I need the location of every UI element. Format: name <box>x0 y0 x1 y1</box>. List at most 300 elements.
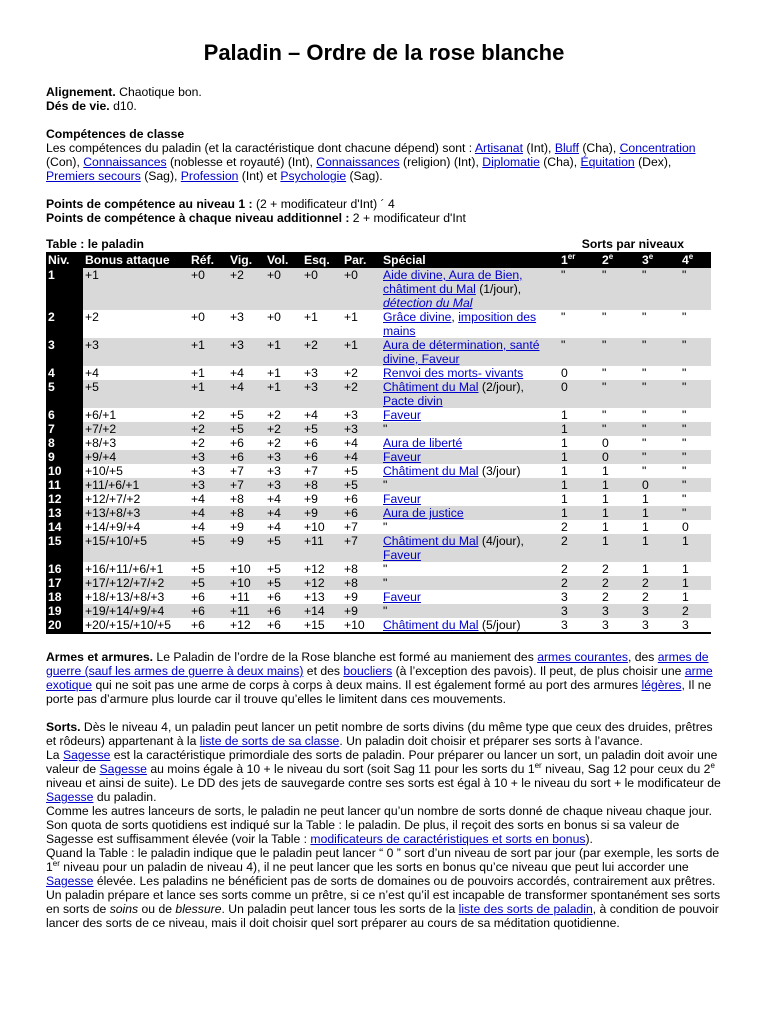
ref-cell: +5 <box>189 576 228 590</box>
spells-link[interactable]: Sagesse <box>62 748 111 762</box>
esq-cell: +9 <box>302 506 342 520</box>
vol-cell: +3 <box>265 478 302 492</box>
level-cell: 5 <box>46 380 83 408</box>
spell-3-cell: " <box>642 310 647 324</box>
special-link[interactable]: Châtiment du Mal <box>383 464 479 478</box>
ref-cell: +6 <box>191 590 205 604</box>
spell-3-cell: 1 <box>642 492 649 506</box>
skill-link[interactable]: Équitation <box>580 155 635 169</box>
header-par: Par. <box>342 252 381 268</box>
special-link[interactable]: Aura de justice <box>383 506 464 520</box>
special-link[interactable]: Pacte divin <box>383 394 443 408</box>
ref-cell: +6 <box>189 618 228 633</box>
vol-cell: +2 <box>267 408 281 422</box>
spells-superscript: e <box>710 760 715 770</box>
vig-cell: +8 <box>228 506 265 520</box>
ref-cell: +1 <box>189 338 228 366</box>
par-cell: +5 <box>342 478 381 492</box>
spells-text: . Un paladin peut lancer tous les sorts de la <box>221 902 459 916</box>
ref-cell: +3 <box>191 464 205 478</box>
vol-cell: +3 <box>267 464 281 478</box>
spell-4-cell: " <box>682 464 687 478</box>
skill-points-additional-label: Points de compétence à chaque niveau additionnel : <box>46 211 350 225</box>
header-spell-3: 3e <box>640 252 680 268</box>
special-cell <box>381 464 559 478</box>
spell-2-cell: 0 <box>600 450 640 464</box>
spell-2-cell: 1 <box>600 506 640 520</box>
special-link[interactable]: Aura de liberté <box>383 436 463 450</box>
header-niv: Niv. <box>46 252 83 268</box>
spell-3-cell: 1 <box>642 520 649 534</box>
spell-4-cell: " <box>682 366 687 380</box>
esq-cell: +10 <box>304 520 325 534</box>
vol-cell: +3 <box>265 450 302 464</box>
attack-cell: +10/+5 <box>85 464 123 478</box>
armor-link[interactable]: armes de guerre (sauf les armes de guerre à deux mains) <box>46 650 709 678</box>
spell-1-cell: 2 <box>559 534 600 562</box>
header-spell-3-sup: e <box>648 251 654 261</box>
special-link[interactable]: Faveur <box>383 548 421 562</box>
table-header-row <box>46 252 711 268</box>
ref-cell: +5 <box>189 534 228 562</box>
esq-cell: +5 <box>302 422 342 436</box>
level-cell: 4 <box>46 366 83 380</box>
spells-link[interactable]: liste des sorts de paladin <box>458 902 593 916</box>
vig-cell: +8 <box>230 492 244 506</box>
level-cell: 2 <box>46 310 83 338</box>
spell-2-cell: 2 <box>602 562 609 576</box>
skill-points-level1-value: (2 + modificateur d'Int) ´ 4 <box>252 197 395 211</box>
table-row <box>46 436 711 450</box>
special-link[interactable]: Grâce divine <box>383 310 452 324</box>
vig-cell: +7 <box>228 478 265 492</box>
header-spell-2: 2e <box>600 252 640 268</box>
vol-cell: +1 <box>267 366 281 380</box>
attack-cell: +7/+2 <box>83 422 189 436</box>
par-cell: +0 <box>342 268 381 310</box>
attack-cell: +11/+6/+1 <box>83 478 189 492</box>
special-link[interactable]: Châtiment du Mal <box>383 534 479 548</box>
level-cell: 8 <box>46 436 83 450</box>
par-cell: +6 <box>342 506 381 520</box>
spell-4-cell: 2 <box>680 604 711 618</box>
level-cell: 10 <box>46 464 83 478</box>
table-row <box>46 520 711 534</box>
attack-cell: +2 <box>85 310 99 324</box>
spell-3-cell: " <box>640 422 680 436</box>
armor-text: , Il ne porte pas d’armure plus lourde car il trouve qu’elles le limitent dans ces mouvements. <box>46 678 712 706</box>
spells-text: Comme les autres lanceurs de sorts, le paladin ne peut lancer qu’un nombre de sorts donné de chaque niveau chaque jour. Son quota de sorts quotidiens est indiqué sur la Table : le paladin. De plus, il reçoit des sorts en bonus si sa valeur de Sagesse est suffisamment élevée (voir la Table : <box>46 804 712 846</box>
special-link[interactable]: imposition des mains <box>383 310 537 338</box>
esq-cell: +15 <box>302 618 342 633</box>
spells-text: niveau pour un paladin de niveau 4), il ne peut lancer que les sorts en bonus qu’ce niveau que peut lui accorder une <box>59 860 689 874</box>
vig-cell: +9 <box>228 534 265 562</box>
vig-cell: +2 <box>228 268 265 310</box>
table-row <box>46 534 711 562</box>
skill-link[interactable]: Profession <box>180 169 239 183</box>
vol-cell: +4 <box>267 492 281 506</box>
level-cell: 13 <box>46 506 83 520</box>
armor-link[interactable]: armes courantes <box>537 650 628 664</box>
special-link[interactable]: Faveur <box>383 590 421 604</box>
spell-3-cell: " <box>642 408 647 422</box>
vig-cell: +3 <box>230 310 244 324</box>
spell-3-cell: " <box>640 450 680 464</box>
alignment-line <box>46 85 722 99</box>
attack-cell: +3 <box>83 338 189 366</box>
spell-1-cell: 2 <box>561 520 568 534</box>
spell-4-cell: 1 <box>680 534 711 562</box>
special-text: " <box>383 604 388 618</box>
skill-link[interactable]: Premiers secours <box>46 169 141 183</box>
ref-cell: +2 <box>191 436 205 450</box>
table-row <box>46 338 711 366</box>
ref-cell: +0 <box>189 268 228 310</box>
skill-points-additional <box>46 211 722 225</box>
spell-2-cell: 3 <box>600 604 640 618</box>
skills-intro: Les compétences du paladin (et la caractéristique dont chacune dépend) sont : <box>46 141 475 155</box>
spells-caption: Sorts par niveaux <box>581 237 684 251</box>
esq-cell: +7 <box>304 464 318 478</box>
skill-link[interactable]: Connaissances <box>316 155 400 169</box>
table-row <box>46 618 711 633</box>
header-spell-4-sup: e <box>688 251 694 261</box>
spells-paragraph-1 <box>46 720 722 748</box>
spells-text: Quand la Table : le paladin indique que le paladin peut lancer “ 0 ” sort d’un niveau de sort par jour (par exemple, les sorts de 1 <box>46 846 720 874</box>
esq-cell: +8 <box>302 478 342 492</box>
skill-link[interactable]: Diplomatie <box>482 155 540 169</box>
special-cell <box>381 520 559 534</box>
ref-cell: +2 <box>189 422 228 436</box>
special-link[interactable]: Aura de détermination, santé divine, Faveur <box>383 338 540 366</box>
vig-cell: +12 <box>228 618 265 633</box>
par-cell: +6 <box>344 492 358 506</box>
skill-link[interactable]: Psychologie <box>280 169 347 183</box>
spell-1-cell: 2 <box>561 562 568 576</box>
vol-cell: +1 <box>265 380 302 408</box>
ref-cell: +1 <box>189 380 228 408</box>
header-vol: Vol. <box>265 252 302 268</box>
skill-ability: (Cha), <box>539 155 581 169</box>
vig-cell: +4 <box>228 380 265 408</box>
header-special: Spécial <box>381 252 559 268</box>
special-cell <box>381 590 559 604</box>
spells-link[interactable]: modificateurs de caractéristiques et sorts en bonus <box>310 832 586 846</box>
ref-cell: +1 <box>191 366 205 380</box>
vig-cell: +10 <box>230 562 251 576</box>
spells-text: du paladin. <box>93 790 157 804</box>
attack-cell: +20/+15/+10/+5 <box>83 618 189 633</box>
special-cell <box>381 506 559 520</box>
skill-link[interactable]: Bluff <box>554 141 579 155</box>
skill-ability: (Dex), <box>634 155 672 169</box>
page-title: Paladin – Ordre de la rose blanche <box>203 40 565 65</box>
special-cell <box>381 310 559 338</box>
spells-paragraph-2 <box>46 748 722 804</box>
special-link[interactable]: Aide divine, Aura de Bien, châtiment du Mal <box>383 268 523 296</box>
attack-cell: +17/+12/+7/+2 <box>83 576 189 590</box>
skill-ability: (Cha), <box>578 141 620 155</box>
spell-4-cell: " <box>680 478 711 492</box>
table-row <box>46 268 711 310</box>
spell-1-cell: 1 <box>559 506 600 520</box>
special-text: " <box>383 520 388 534</box>
skill-points-level1 <box>46 197 722 211</box>
special-cell <box>381 436 559 450</box>
spell-1-cell: 0 <box>559 380 600 408</box>
spell-4-cell: " <box>680 338 711 366</box>
special-cell <box>381 408 559 422</box>
spell-2-cell: " <box>600 422 640 436</box>
spells-italic-text: soins <box>109 902 139 916</box>
special-cell <box>381 492 559 506</box>
spell-3-cell: 2 <box>640 576 680 590</box>
par-cell: +10 <box>342 618 381 633</box>
spells-superscript: er <box>52 858 60 868</box>
special-text: , <box>451 310 459 324</box>
armor-text: qui ne soit pas une arme de corps à corps à deux mains. Il est également formé au port des armures <box>92 678 642 692</box>
par-cell: +4 <box>344 436 358 450</box>
special-cell <box>381 380 559 408</box>
attack-cell: +4 <box>85 366 99 380</box>
alignment-label: Alignement. <box>46 85 116 99</box>
header-esq: Esq. <box>302 252 342 268</box>
spell-2-cell: " <box>602 408 607 422</box>
level-cell: 7 <box>46 422 83 436</box>
vig-cell: +5 <box>230 408 244 422</box>
alignment-value: Chaotique bon. <box>115 85 202 99</box>
vol-cell: +6 <box>265 618 302 633</box>
header-bonus-attaque: Bonus attaque <box>83 252 189 268</box>
spells-text: niveau et ainsi de suite). Le DD des jets de sauvegarde contre ses sorts est égal à 10 + le niveau du sort + le modificateur de <box>46 776 721 790</box>
table-row <box>46 408 711 422</box>
attack-cell: +8/+3 <box>85 436 117 450</box>
spells-text: au moins égale à 10 + le niveau du sort (soit Sag 11 pour les sorts du 1 <box>146 762 535 776</box>
attack-cell: +6/+1 <box>85 408 117 422</box>
spell-3-cell: 2 <box>642 590 649 604</box>
spell-1-cell: 3 <box>559 618 600 633</box>
table-row <box>46 310 711 338</box>
vol-cell: +2 <box>265 422 302 436</box>
esq-cell: +11 <box>302 534 342 562</box>
special-link[interactable]: Faveur <box>383 450 421 464</box>
spells-link[interactable]: Sagesse <box>46 874 94 888</box>
ref-cell: +2 <box>191 408 205 422</box>
spell-3-cell: 1 <box>642 562 649 576</box>
level-cell: 1 <box>46 268 83 310</box>
ref-cell: +4 <box>191 492 205 506</box>
vol-cell: +1 <box>265 338 302 366</box>
special-text: " <box>383 478 388 492</box>
special-link[interactable]: Faveur <box>383 492 421 506</box>
spells-superscript: er <box>534 760 542 770</box>
spell-1-cell: 1 <box>561 492 568 506</box>
esq-cell: +4 <box>304 408 318 422</box>
spell-4-cell: " <box>682 492 687 506</box>
spell-2-cell: 2 <box>600 576 640 590</box>
armor-link[interactable]: boucliers <box>343 664 393 678</box>
vol-cell: +6 <box>265 604 302 618</box>
spell-3-cell: 3 <box>640 604 680 618</box>
table-row <box>46 380 711 408</box>
special-cell <box>381 562 559 576</box>
spells-link[interactable]: Sagesse <box>46 790 94 804</box>
vol-cell: +5 <box>267 562 281 576</box>
attack-cell: +15/+10/+5 <box>83 534 189 562</box>
spells-bold-text: Sorts. <box>46 720 81 734</box>
attack-cell: +13/+8/+3 <box>83 506 189 520</box>
spells-text: élevée. Les paladins ne bénéficient pas de sorts de domaines ou de pouvoirs accordés, contrairement aux prêtres. <box>93 874 716 888</box>
spell-2-cell: 1 <box>602 492 609 506</box>
spell-4-cell: " <box>680 380 711 408</box>
spell-1-cell: 1 <box>559 422 600 436</box>
table-row <box>46 506 711 520</box>
spell-4-cell: " <box>680 268 711 310</box>
spell-1-cell: 1 <box>561 464 568 478</box>
table-row <box>46 422 711 436</box>
par-cell: +3 <box>344 408 358 422</box>
spell-3-cell: " <box>642 366 647 380</box>
level-cell: 16 <box>46 562 83 576</box>
skill-ability: (Sag). <box>346 169 383 183</box>
esq-cell: +2 <box>302 338 342 366</box>
spell-2-cell: " <box>602 310 607 324</box>
table-caption-row <box>46 237 722 251</box>
esq-cell: +0 <box>302 268 342 310</box>
header-spell-1-sup: er <box>567 251 576 261</box>
level-cell: 9 <box>46 450 83 464</box>
skill-ability: (Sag), <box>140 169 181 183</box>
spell-2-cell: 1 <box>602 464 609 478</box>
ref-cell: +6 <box>189 604 228 618</box>
spell-4-cell: " <box>680 450 711 464</box>
spell-3-cell: 3 <box>640 618 680 633</box>
spell-1-cell: 3 <box>559 604 600 618</box>
par-cell: +5 <box>344 464 358 478</box>
attack-cell: +16/+11/+6/+1 <box>85 562 164 576</box>
spells-text: ou de <box>138 902 176 916</box>
spell-4-cell: 1 <box>682 590 689 604</box>
spell-1-cell: " <box>561 310 566 324</box>
skills-paragraph <box>46 141 722 183</box>
par-cell: +1 <box>342 338 381 366</box>
document-page <box>46 40 722 930</box>
par-cell: +8 <box>342 576 381 590</box>
ref-cell: +4 <box>189 506 228 520</box>
spell-1-cell: 1 <box>561 436 568 450</box>
spells-text: ). <box>585 832 593 846</box>
skill-link[interactable]: Artisanat <box>474 141 523 155</box>
spells-text: niveau, Sag 12 pour ceux du 2 <box>541 762 711 776</box>
level-cell: 3 <box>46 338 83 366</box>
spells-text: La <box>46 748 63 762</box>
table-row <box>46 576 711 590</box>
spell-4-cell: " <box>682 310 687 324</box>
attack-cell: +19/+14/+9/+4 <box>83 604 189 618</box>
vol-cell: +4 <box>267 520 281 534</box>
vol-cell: +4 <box>265 506 302 520</box>
special-text: (5/jour) <box>478 618 521 632</box>
spell-2-cell: 3 <box>600 618 640 633</box>
spells-link[interactable]: Sagesse <box>99 762 147 776</box>
spell-1-cell: 1 <box>561 408 568 422</box>
vig-cell: +6 <box>230 436 244 450</box>
table-caption: Table : le paladin <box>46 237 144 251</box>
vig-cell: +7 <box>230 464 244 478</box>
special-cell <box>381 576 559 590</box>
armor-text: (à l’exception des pavois). Il peut, de plus choisir une <box>392 664 685 678</box>
header-spell-4: 4e <box>680 252 711 268</box>
special-text: (1/jour), <box>475 282 522 296</box>
vol-cell: +0 <box>267 310 281 324</box>
special-link[interactable]: détection du Mal <box>383 296 473 310</box>
par-cell: +2 <box>342 380 381 408</box>
table-row <box>46 492 711 506</box>
armor-link[interactable]: arme exotique <box>46 664 713 692</box>
table-row <box>46 450 711 464</box>
spell-1-cell: 1 <box>559 478 600 492</box>
spells-link[interactable]: liste de sorts de sa classe <box>199 734 340 748</box>
esq-cell: +6 <box>302 450 342 464</box>
spell-4-cell: 1 <box>682 562 689 576</box>
special-text: (4/jour), <box>478 534 524 548</box>
spell-3-cell: 0 <box>640 478 680 492</box>
skill-link[interactable]: Connaissances <box>83 155 167 169</box>
spell-2-cell: " <box>600 380 640 408</box>
special-cell <box>381 268 559 310</box>
armor-text: Le Paladin de l’ordre de la Rose blanche est formé au maniement des <box>153 650 538 664</box>
special-link[interactable]: Renvoi des morts- vivants <box>383 366 524 380</box>
attack-cell: +1 <box>83 268 189 310</box>
esq-cell: +3 <box>304 366 318 380</box>
spell-1-cell: 3 <box>561 590 568 604</box>
header-spell-1: 1er <box>559 252 600 268</box>
spells-italic-text: blessure <box>175 902 222 916</box>
armor-link[interactable]: légères <box>641 678 682 692</box>
skill-link[interactable]: Concentration <box>619 141 696 155</box>
special-link[interactable]: Faveur <box>383 408 421 422</box>
special-cell <box>381 604 559 618</box>
spell-2-cell: 1 <box>600 534 640 562</box>
par-cell: +1 <box>344 310 358 324</box>
table-row <box>46 590 711 604</box>
vig-cell: +5 <box>228 422 265 436</box>
spell-3-cell: " <box>640 268 680 310</box>
hit-die-line <box>46 99 722 113</box>
vig-cell: +3 <box>228 338 265 366</box>
esq-cell: +12 <box>304 562 325 576</box>
par-cell: +7 <box>344 520 358 534</box>
vol-cell: +5 <box>265 534 302 562</box>
attack-cell: +14/+9/+4 <box>85 520 141 534</box>
spell-3-cell: " <box>642 436 647 450</box>
special-link[interactable]: Châtiment du Mal <box>383 380 479 394</box>
attack-cell: +18/+13/+8/+3 <box>85 590 165 604</box>
attack-cell: +9/+4 <box>83 450 189 464</box>
level-cell: 6 <box>46 408 83 422</box>
spell-1-cell: " <box>559 338 600 366</box>
special-cell <box>381 338 559 366</box>
ref-cell: +3 <box>189 478 228 492</box>
spell-3-cell: 1 <box>640 506 680 520</box>
spell-4-cell: 0 <box>682 520 689 534</box>
spell-2-cell: 2 <box>602 590 609 604</box>
armor-paragraph <box>46 650 722 706</box>
vig-cell: +10 <box>228 576 265 590</box>
header-vig: Vig. <box>228 252 265 268</box>
special-link[interactable]: Châtiment du Mal <box>383 618 479 632</box>
esq-cell: +13 <box>304 590 325 604</box>
